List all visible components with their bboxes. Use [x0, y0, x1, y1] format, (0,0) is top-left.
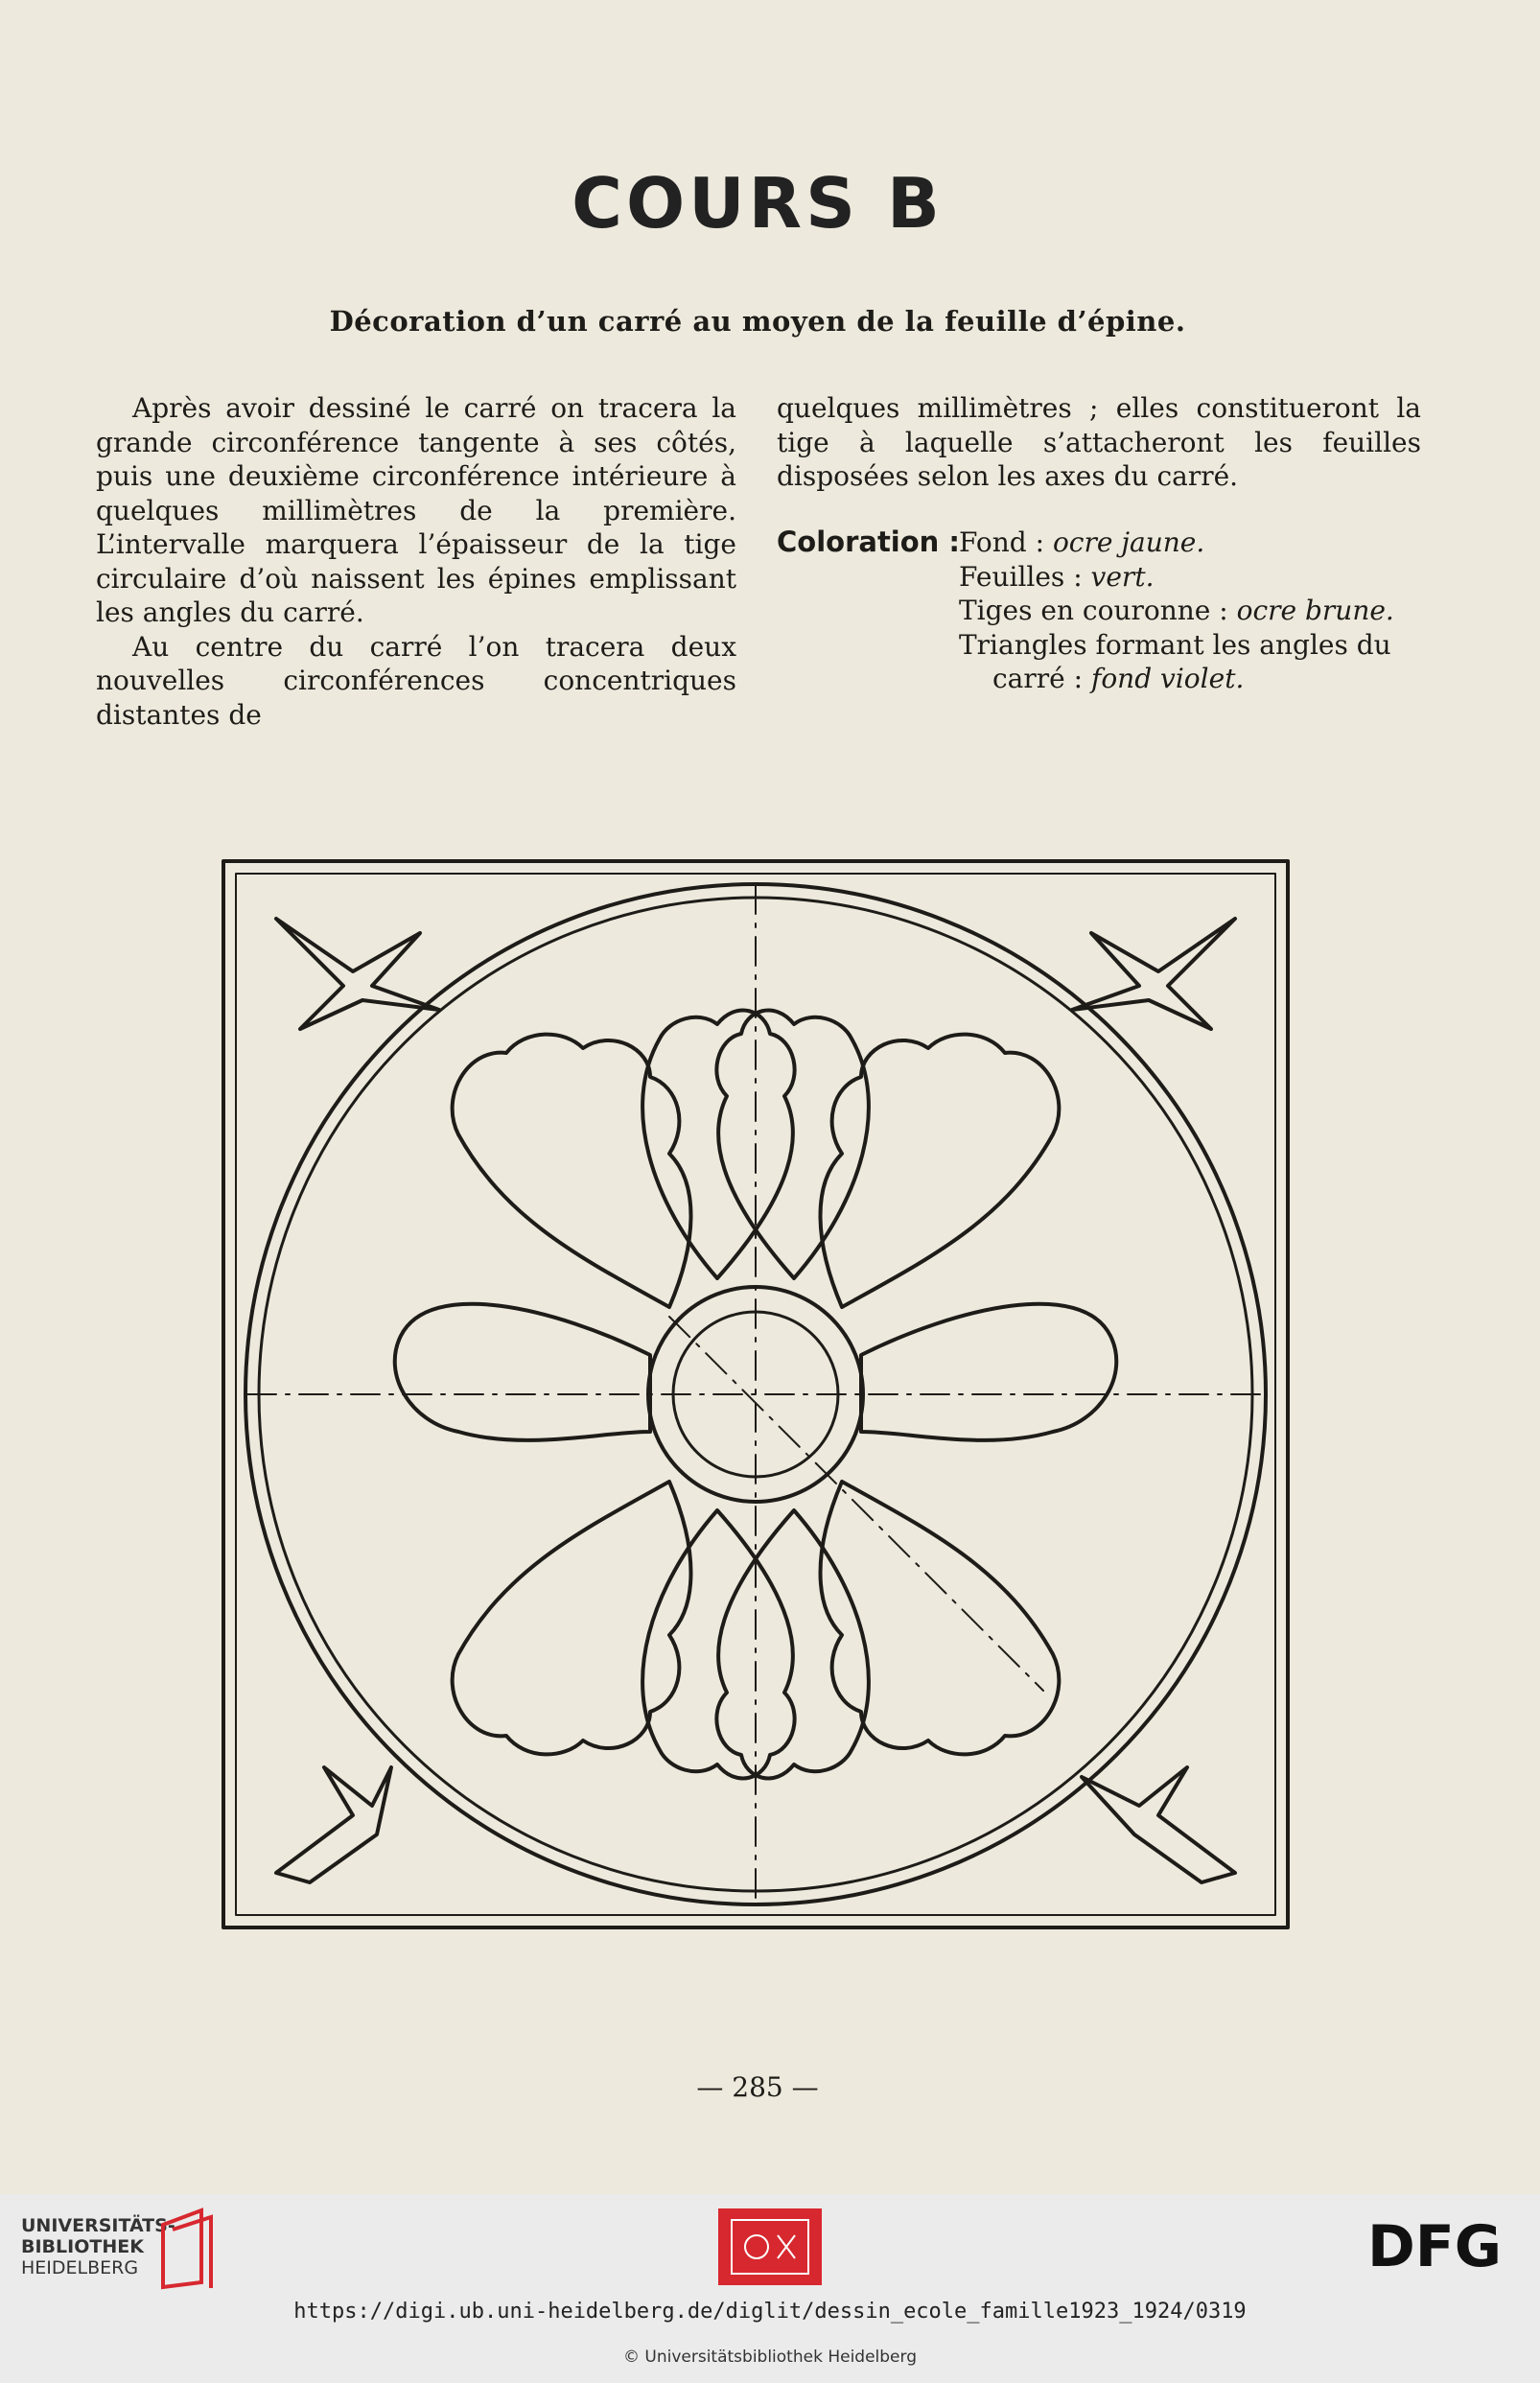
dfg-logo[interactable] — [1367, 2218, 1521, 2276]
coloration-line: Triangles formant les angles du — [959, 628, 1391, 661]
episteme-logo-icon — [718, 2208, 822, 2285]
page-title: COURS B — [572, 163, 944, 244]
library-name-line-2: BIBLIOTHEK — [21, 2236, 144, 2257]
library-name-line-1: UNIVERSITÄTS- — [21, 2215, 175, 2236]
left-text-column — [96, 391, 736, 732]
paragraph-1: Après avoir dessiné le carré on tracera la grande circonférence tangente à ses côtés, puis une deuxième circonférence intérieure à quelques millimètres de la première. L’intervalle marquera l’épaisseur de la tige circulaire d’où naissent les épines emplissant les angles du carré. — [96, 392, 736, 628]
paragraph-3: quelques millimètres ; elles constitueront la tige à laquelle s’attacheront les feuilles disposées selon les axes du carré. — [777, 392, 1421, 492]
ornament-drawing — [219, 856, 1293, 1935]
page-subtitle: Décoration d’un carré au moyen de la feuille d’épine. — [329, 305, 1186, 338]
library-name-line-3: HEIDELBERG — [21, 2257, 139, 2278]
library-logo-text[interactable] — [21, 2215, 175, 2278]
right-text-column — [777, 391, 1421, 494]
coloration-line: Fond : ocre jaune. — [959, 526, 1205, 558]
coloration-line: carré : fond violet. — [992, 663, 1245, 694]
coloration-label: Coloration : — [777, 526, 961, 558]
copyright-notice: © Universitätsbibliothek Heidelberg — [622, 2348, 917, 2367]
page-number: — 285 — — [696, 2071, 819, 2103]
permalink-url[interactable]: https://digi.ub.uni-heidelberg.de/diglit/dessin_ecole_famille1923_1924/0319 — [293, 2300, 1247, 2324]
viewer-footer — [0, 2194, 1540, 2383]
episteme-logo[interactable] — [718, 2208, 822, 2285]
axis-lines — [247, 885, 1264, 1906]
paragraph-2: Au centre du carré l’on tracera deux nouvelles circonférences concentriques distantes de — [96, 630, 736, 731]
coloration-line: Feuilles : vert. — [959, 560, 1155, 593]
coloration-line: Tiges en couronne : ocre brune. — [959, 595, 1394, 626]
library-logo-icon — [158, 2206, 216, 2292]
dfg-logo-text: DFG — [1367, 2218, 1503, 2276]
